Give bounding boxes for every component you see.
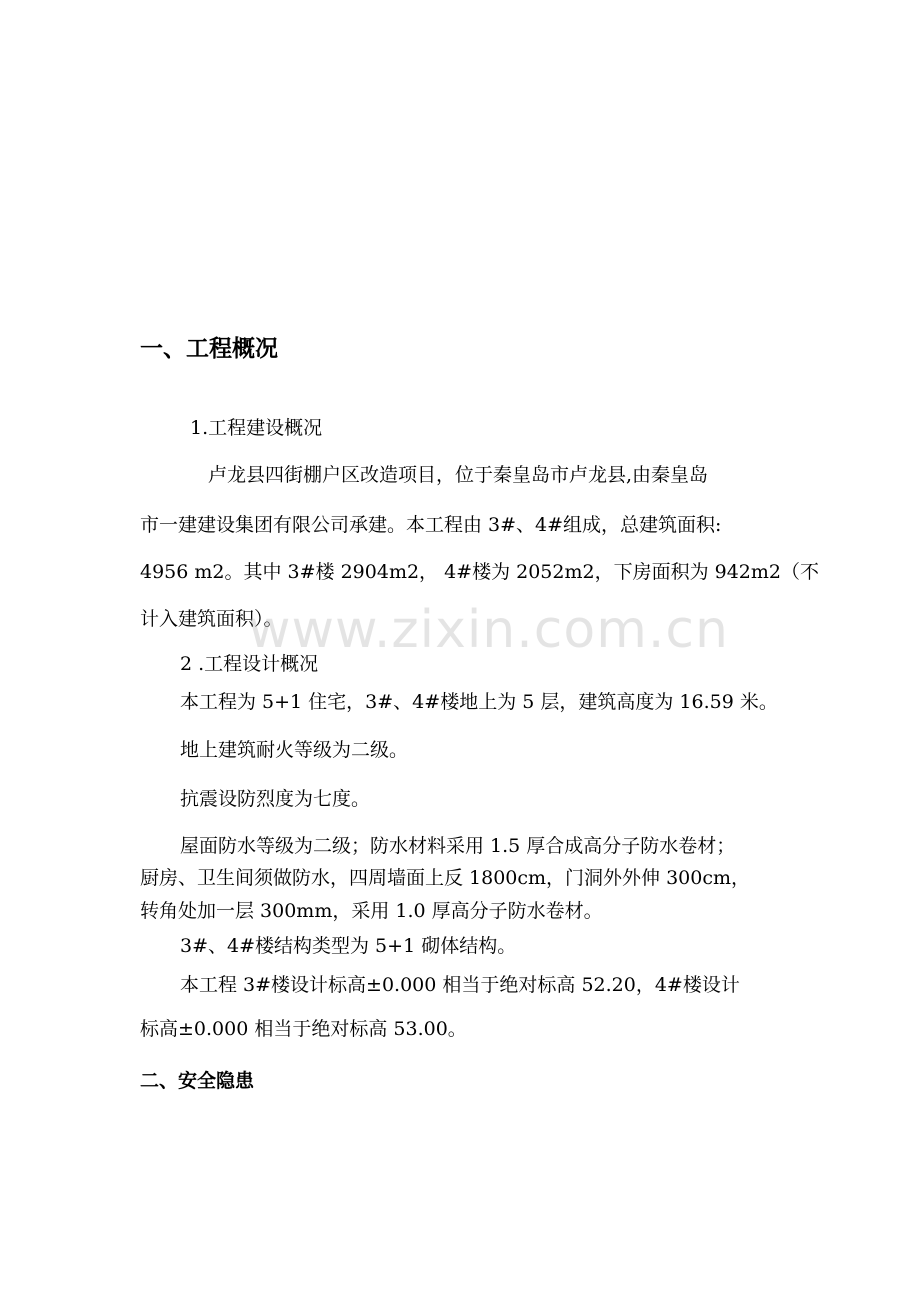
subsection-title-design: 2 .工程设计概况 [180, 653, 319, 675]
paragraph-line: 本工程为 5+1 住宅，3#、4#楼地上为 5 层，建筑高度为 16.59 米。 [180, 691, 778, 713]
paragraph-line: 本工程 3#楼设计标高±0.000 相当于绝对标高 52.20，4#楼设计 [180, 974, 740, 996]
paragraph-line: 厨房、卫生间须做防水，四周墙面上反 1800cm，门洞外外伸 300cm， [140, 867, 751, 889]
paragraph-line: 抗震设防烈度为七度。 [180, 788, 371, 810]
section-heading-overview: 一、工程概况 [140, 336, 278, 362]
paragraph-line: 计入建筑面积）。 [140, 608, 283, 630]
paragraph-line: 标高±0.000 相当于绝对标高 53.00。 [140, 1018, 467, 1040]
paragraph-line: 卢龙县四街棚户区改造项目，位于秦皇岛市卢龙县,由秦皇岛 [208, 464, 709, 486]
paragraph-line: 地上建筑耐火等级为二级。 [180, 739, 409, 761]
watermark: www.zixin.com.cn [248, 600, 729, 660]
paragraph-line: 转角处加一层 300mm，采用 1.0 厚高分子防水卷材。 [140, 900, 603, 922]
section-heading-safety: 二、安全隐患 [140, 1070, 255, 1092]
paragraph-line: 市一建建设集团有限公司承建。本工程由 3#、4#组成，总建筑面积: [140, 514, 722, 536]
subsection-title-construction: 1.工程建设概况 [190, 417, 323, 439]
paragraph-line: 屋面防水等级为二级；防水材料采用 1.5 厚合成高分子防水卷材； [180, 835, 736, 857]
paragraph-line: 3#、4#楼结构类型为 5+1 砌体结构。 [180, 935, 517, 957]
paragraph-line: 4956 m2。其中 3#楼 2904m2， 4#楼为 2052m2，下房面积为 942m2（不 [140, 561, 820, 583]
